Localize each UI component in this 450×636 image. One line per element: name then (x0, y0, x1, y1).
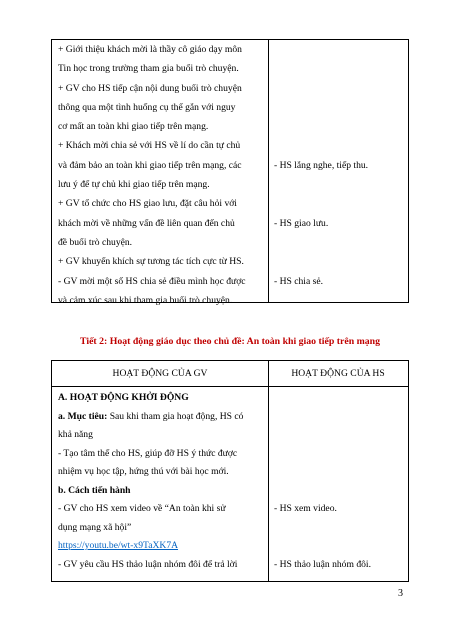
text-line: lưu ý để tự chủ khi giao tiếp trên mạng. (58, 179, 210, 191)
teacher-activities-column (58, 40, 264, 310)
header-teacher: HOẠT ĐỘNG CỦA GV (112, 368, 208, 379)
header-student: HOẠT ĐỘNG CỦA HS (291, 368, 385, 379)
method-heading: b. Cách tiến hành (58, 484, 131, 496)
hs-watch-text: - HS xem video. (274, 503, 337, 514)
text-line: và cảm xúc sau khi tham gia buổi trò chuyện. (58, 294, 233, 306)
text-line: + GV khuyến khích sự tương tác tích cực từ HS. (58, 256, 244, 268)
text-line: + GV cho HS tiếp cận nội dung buổi trò chuyện (58, 82, 242, 94)
text-line: nhiệm vụ học tập, hứng thú với bài học mới. (58, 466, 229, 477)
video-link[interactable]: https://youtu.be/wt-x9TaXK7A (58, 540, 179, 551)
text-line: - GV yêu cầu HS thảo luận nhóm đôi để trả lời (58, 558, 238, 570)
goal-line: a. Mục tiêu: Sau khi tham gia hoạt động, HS có (58, 410, 244, 422)
activity-table-continued (51, 39, 409, 306)
activity-table (51, 360, 409, 582)
hs-interact-text: - HS giao lưu. (274, 217, 329, 229)
text-line: khách mời về những vấn đề liên quan đến chủ (58, 217, 235, 229)
column-divider (268, 40, 269, 302)
text-line: - GV cho HS xem video về “An toàn khi sử (58, 503, 226, 514)
section-title: Tiết 2: Hoạt động giáo dục theo chủ đề: An toàn khi giao tiếp trên mạng (79, 336, 380, 347)
hs-share-text: - HS chia sẻ. (274, 275, 324, 287)
text-line: + Giới thiệu khách mời là thầy cô giáo dạy môn (58, 44, 242, 55)
text-line: khả năng (58, 429, 93, 440)
text-line: thông qua một tình huống cụ thể gắn với nguy (58, 101, 236, 113)
hs-listen-text: - HS lắng nghe, tiếp thu. (274, 159, 369, 171)
text-line: cơ mất an toàn khi giao tiếp trên mạng. (58, 121, 209, 133)
column-divider (268, 361, 269, 581)
hs-discuss-text: - HS thảo luận nhóm đôi. (274, 558, 371, 570)
section-heading: A. HOẠT ĐỘNG KHỞI ĐỘNG (58, 392, 189, 403)
text-line: + GV tổ chức cho HS giao lưu, đặt câu hỏi với (58, 198, 237, 210)
text-line: Tin học trong trường tham gia buổi trò chuyện. (58, 63, 239, 75)
table-header (52, 361, 408, 387)
text-line: - GV mời một số HS chia sẻ điều mình học được (58, 275, 246, 287)
teacher-activities-column (58, 389, 264, 574)
text-line: và đảm bảo an toàn khi giao tiếp trên mạng, các (58, 159, 242, 171)
page-number: 3 (398, 588, 403, 599)
text-line: + Khách mời chia sẻ với HS về lí do cần tự chủ (58, 140, 241, 152)
text-line: - Tạo tâm thế cho HS, giúp đỡ HS ý thức được (58, 447, 238, 459)
text-line: dụng mạng xã hội” (58, 521, 132, 533)
text-line: đề buổi trò chuyện. (58, 236, 133, 248)
